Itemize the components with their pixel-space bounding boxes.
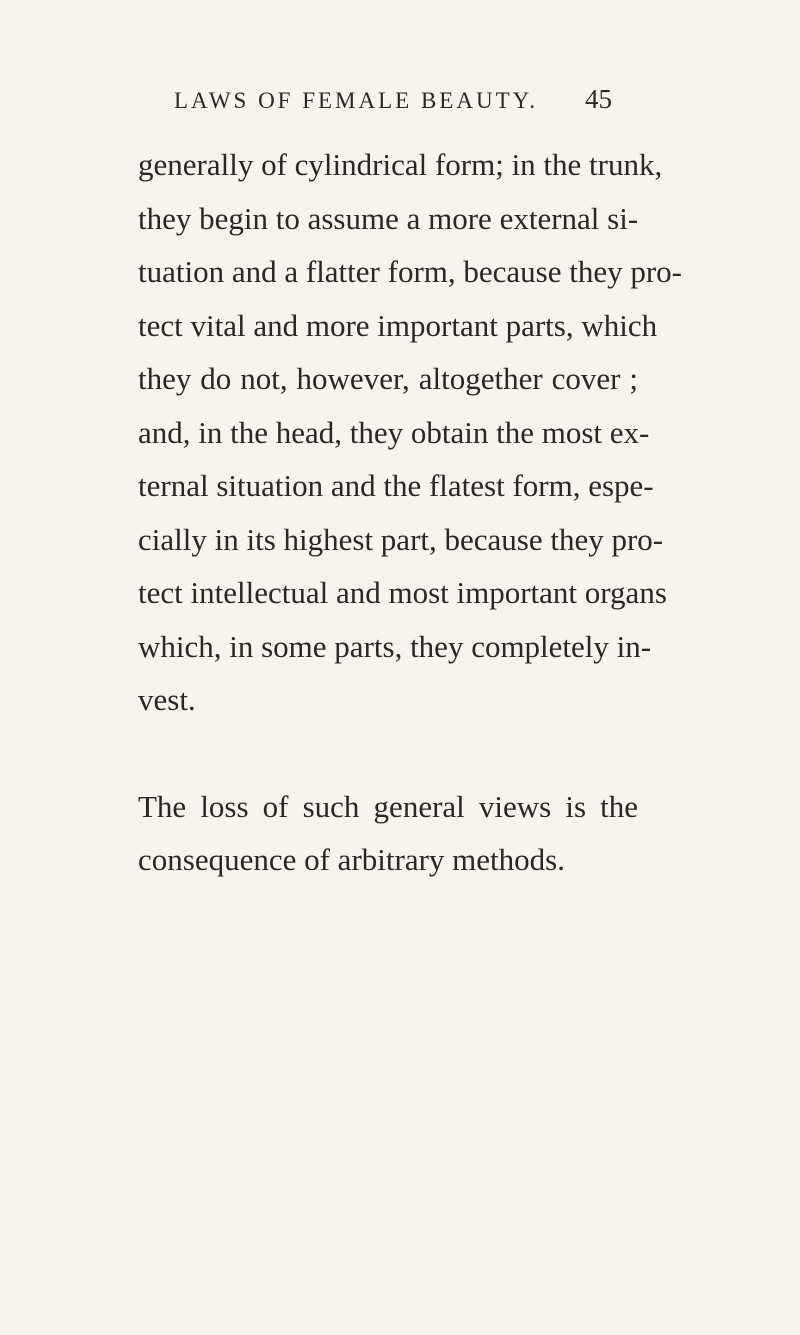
page-number: 45	[585, 84, 612, 114]
paragraph-gap	[138, 727, 638, 780]
text-line: generally of cylindrical form; in the trunk,	[138, 147, 663, 182]
text-line: tect vital and more important parts, which	[138, 307, 658, 343]
text-line: they do not, however, altogether cover ;	[138, 361, 638, 396]
text-line: ternal situation and the flatest form, espe-	[138, 468, 654, 503]
text-line: which, in some parts, they completely in-	[138, 628, 652, 664]
paragraph-1	[138, 138, 682, 727]
paragraph-2	[138, 780, 638, 887]
text-line: consequence of arbitrary methods.	[138, 842, 565, 877]
text-line: tect intellectual and most important organs	[138, 575, 667, 610]
text-line: tuation and a flatter form, because they pro-	[138, 254, 682, 289]
text-line: The loss of such general views is the	[138, 788, 638, 824]
body-text	[138, 138, 682, 887]
text-line: cially in its highest part, because they pro-	[138, 521, 664, 557]
running-head-title: LAWS OF FEMALE BEAUTY.	[174, 88, 539, 113]
text-line: and, in the head, they obtain the most ex-	[138, 414, 650, 450]
text-line: vest.	[138, 682, 196, 717]
text-line: they begin to assume a more external si-	[138, 200, 639, 236]
